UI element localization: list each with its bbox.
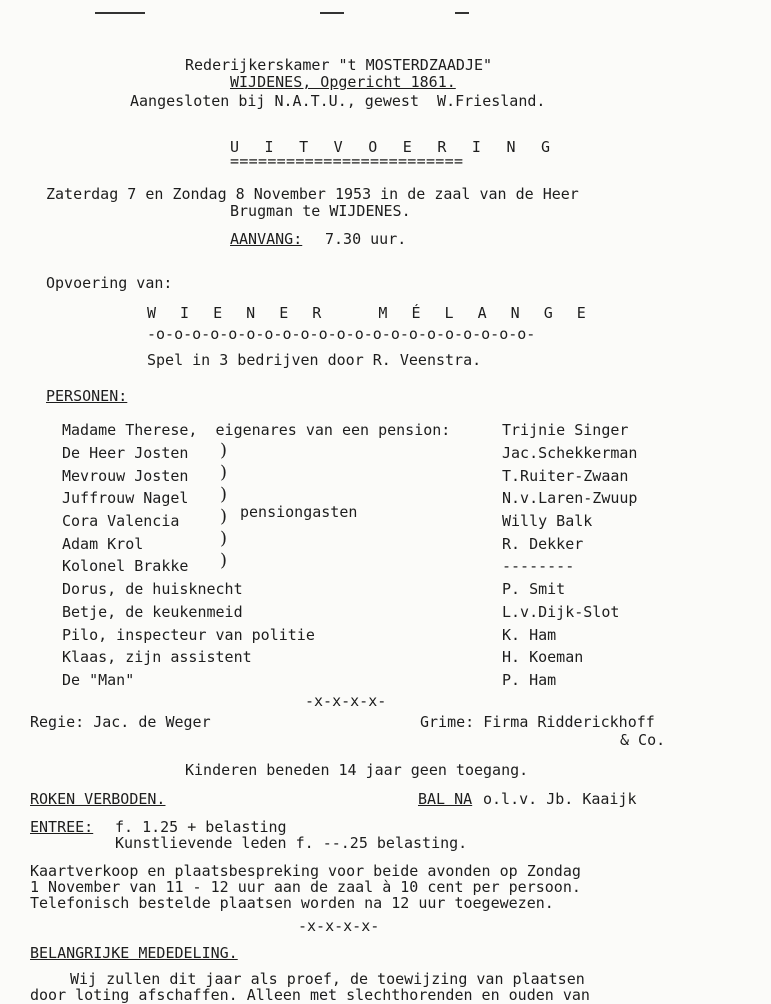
cast-role: Betje, de keukenmeid (62, 603, 243, 621)
cast-actor: P. Ham (502, 671, 557, 689)
important-text: door loting afschaffen. Alleen met slechthorenden en ouden van (30, 986, 590, 1004)
cast-role: Klaas, zijn assistent (62, 648, 252, 666)
cast-role: Madame Therese, eigenares van een pension: (62, 421, 451, 439)
brace-label: pensiongasten (240, 503, 358, 521)
cast-actor: Willy Balk (502, 512, 593, 530)
play-intro: Opvoering van: (46, 274, 173, 292)
brace-mark: ) ) ) ) ) ) (220, 440, 228, 571)
cast-role: Cora Valencia (62, 512, 180, 530)
cast-actor: T.Ruiter-Zwaan (502, 467, 629, 485)
society-name: Rederijkerskamer "t MOSTERDZAADJE" (185, 56, 493, 74)
cast-role: De "Man" (62, 671, 135, 689)
cast-role: De Heer Josten (62, 444, 189, 462)
direction-credit: Regie: Jac. de Weger (30, 713, 211, 731)
separator: -x-x-x-x- (305, 692, 387, 710)
cast-actor: K. Ham (502, 626, 557, 644)
start-label: AANVANG: (230, 230, 303, 248)
cast-role: Dorus, de huisknecht (62, 580, 243, 598)
society-affiliation: Aangesloten bij N.A.T.U., gewest W.Friesland. (130, 92, 546, 110)
important-heading: BELANGRIJKE MEDEDELING. (30, 944, 238, 962)
children-notice: Kinderen beneden 14 jaar geen toegang. (185, 761, 529, 779)
makeup-credit: Grime: Firma Ridderickhoff (420, 713, 655, 731)
sales-line: Telefonisch bestelde plaatsen worden na 12 uur toegewezen. (30, 894, 554, 912)
cast-actor: L.v.Dijk-Slot (502, 603, 620, 621)
play-description: Spel in 3 bedrijven door R. Veenstra. (147, 351, 482, 369)
page-title: U I T V O E R I N G (230, 138, 559, 156)
event-venue: Brugman te WIJDENES. (230, 202, 411, 220)
cast-actor: Jac.Schekkerman (502, 444, 638, 462)
cast-heading: PERSONEN: (46, 387, 128, 405)
cast-actor: R. Dekker (502, 535, 584, 553)
cast-actor: N.v.Laren-Zwuup (502, 489, 638, 507)
play-title: W I E N E R M É L A N G E (147, 304, 594, 322)
play-ornament: -o-o-o-o-o-o-o-o-o-o-o-o-o-o-o-o-o-o-o-o-o- (147, 325, 536, 343)
top-scan-mark (320, 12, 344, 14)
start-time: 7.30 uur. (325, 230, 407, 248)
cast-role: Adam Krol (62, 535, 144, 553)
ball-text: o.l.v. Jb. Kaaijk (483, 790, 637, 808)
cast-role: Juffrouw Nagel (62, 489, 189, 507)
title-rule: ========================= (230, 152, 464, 170)
cast-role: Kolonel Brakke (62, 557, 189, 575)
entry-price: f. 1.25 + belasting (115, 818, 287, 836)
important-text: Wij zullen dit jaar als proef, de toewijzing van plaatsen (70, 970, 585, 988)
cast-actor: H. Koeman (502, 648, 584, 666)
cast-actor: P. Smit (502, 580, 566, 598)
top-scan-mark (455, 12, 469, 14)
no-smoking-notice: ROKEN VERBODEN. (30, 790, 166, 808)
makeup-credit-cont: & Co. (620, 731, 666, 749)
cast-role: Pilo, inspecteur van politie (62, 626, 315, 644)
event-dates: Zaterdag 7 en Zondag 8 November 1953 in de zaal van de Heer (46, 185, 579, 203)
sales-line: Kaartverkoop en plaatsbespreking voor beide avonden op Zondag (30, 862, 581, 880)
ball-label: BAL NA (418, 790, 473, 808)
separator: -x-x-x-x- (298, 917, 380, 935)
entry-member-price: Kunstlievende leden f. --.25 belasting. (115, 834, 468, 852)
entry-label: ENTREE: (30, 818, 94, 836)
cast-actor: Trijnie Singer (502, 421, 629, 439)
society-location: WIJDENES, Opgericht 1861. (230, 73, 456, 91)
sales-line: 1 November van 11 - 12 uur aan de zaal à 10 cent per persoon. (30, 878, 581, 896)
top-scan-mark (95, 12, 145, 14)
cast-role: Mevrouw Josten (62, 467, 189, 485)
cast-actor: -------- (502, 557, 575, 575)
